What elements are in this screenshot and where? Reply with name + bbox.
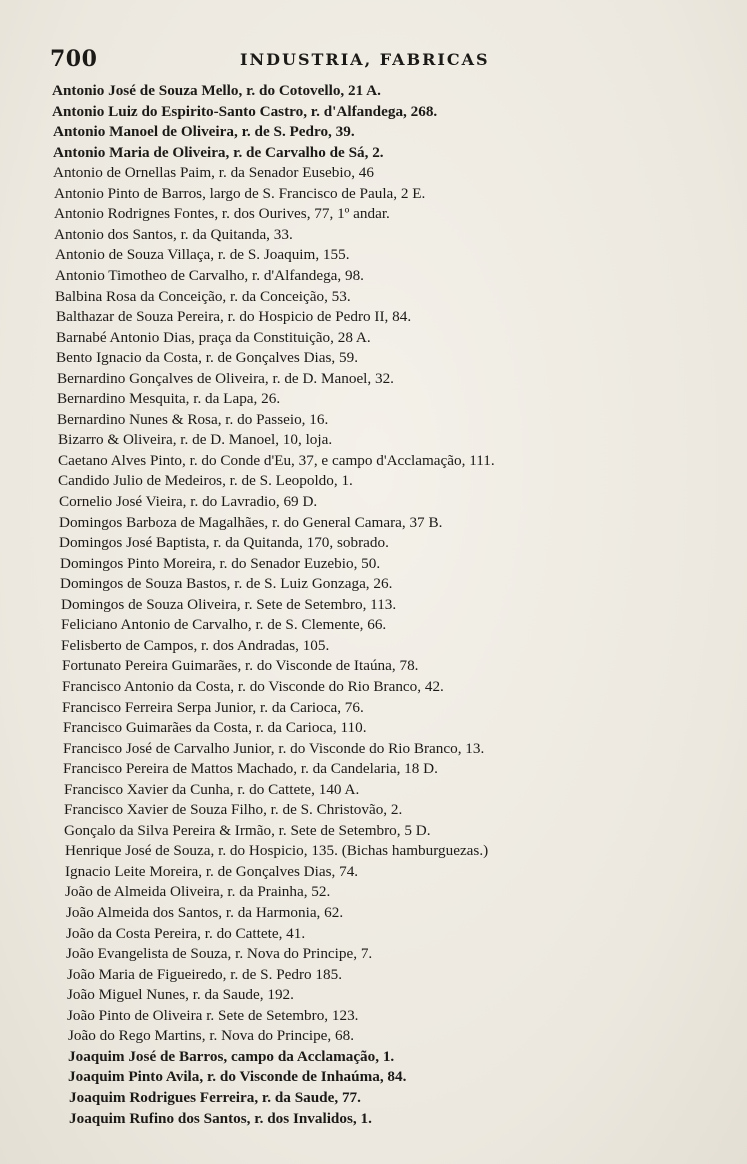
- directory-entry: Francisco Ferreira Serpa Junior, r. da Carioca, 76.: [62, 699, 364, 716]
- directory-entry: Balthazar de Souza Pereira, r. do Hospicio de Pedro II, 84.: [56, 308, 412, 325]
- directory-entry: Joaquim José de Barros, campo da Acclamação, 1.: [68, 1048, 395, 1065]
- directory-entry: Francisco Guimarães da Costa, r. da Carioca, 110.: [63, 719, 367, 736]
- directory-entry: João Miguel Nunes, r. da Saude, 192.: [67, 986, 294, 1003]
- running-title: INDUSTRIA, FABRICAS: [240, 50, 490, 69]
- directory-entry: Antonio Manoel de Oliveira, r. de S. Pedro, 39.: [53, 123, 355, 140]
- directory-entry: Bizarro & Oliveira, r. de D. Manoel, 10, loja.: [58, 431, 333, 448]
- directory-entry: Domingos Barboza de Magalhães, r. do General Camara, 37 B.: [59, 514, 443, 531]
- directory-entry: Antonio Luiz do Espirito-Santo Castro, r. d'Alfandega, 268.: [52, 103, 438, 120]
- directory-entry: Francisco José de Carvalho Junior, r. do Visconde do Rio Branco, 13.: [63, 740, 485, 757]
- directory-entry: Antonio Timotheo de Carvalho, r. d'Alfandega, 98.: [55, 267, 364, 284]
- directory-entry: Caetano Alves Pinto, r. do Conde d'Eu, 37, e campo d'Acclamação, 111.: [58, 452, 495, 469]
- directory-entry: Antonio dos Santos, r. da Quitanda, 33.: [54, 226, 293, 243]
- directory-entry: Bernardino Mesquita, r. da Lapa, 26.: [57, 390, 281, 407]
- directory-entry: Antonio José de Souza Mello, r. do Cotovello, 21 A.: [52, 82, 381, 99]
- directory-entry: Joaquim Rodrigues Ferreira, r. da Saude, 77.: [69, 1089, 361, 1106]
- directory-entry: Antonio Maria de Oliveira, r. de Carvalho de Sá, 2.: [53, 144, 384, 161]
- directory-entry: Francisco Xavier da Cunha, r. do Cattete, 140 A.: [64, 781, 360, 798]
- directory-entry: Bernardino Gonçalves de Oliveira, r. de D. Manoel, 32.: [57, 370, 394, 387]
- directory-entry: Francisco Xavier de Souza Filho, r. de S. Christovão, 2.: [64, 801, 403, 818]
- page-number: 700: [50, 46, 98, 72]
- page-header: [40, 46, 680, 76]
- directory-entry: Domingos de Souza Bastos, r. de S. Luiz Gonzaga, 26.: [60, 575, 393, 592]
- directory-entry: Joaquim Pinto Avila, r. do Visconde de Inhaúma, 84.: [68, 1068, 407, 1085]
- directory-entry: Candido Julio de Medeiros, r. de S. Leopoldo, 1.: [58, 472, 353, 489]
- directory-entry: Antonio Pinto de Barros, largo de S. Francisco de Paula, 2 E.: [54, 185, 426, 202]
- directory-entry: Henrique José de Souza, r. do Hospicio, 135. (Bichas hamburguezas.): [65, 842, 489, 859]
- directory-entry: Joaquim Rufino dos Santos, r. dos Invalidos, 1.: [69, 1110, 372, 1127]
- directory-entry: Francisco Pereira de Mattos Machado, r. da Candelaria, 18 D.: [63, 760, 438, 777]
- directory-entry: João da Costa Pereira, r. do Cattete, 41.: [66, 925, 306, 942]
- directory-entry: Antonio Rodrignes Fontes, r. dos Ourives, 77, 1º andar.: [54, 205, 390, 222]
- directory-entry: João Pinto de Oliveira r. Sete de Setembro, 123.: [67, 1007, 359, 1024]
- directory-entry: Fortunato Pereira Guimarães, r. do Visconde de Itaúna, 78.: [62, 657, 419, 674]
- directory-entry: Bernardino Nunes & Rosa, r. do Passeio, 16.: [57, 411, 329, 428]
- directory-entry: João de Almeida Oliveira, r. da Prainha, 52.: [65, 883, 331, 900]
- directory-entry: Balbina Rosa da Conceição, r. da Conceição, 53.: [55, 288, 351, 305]
- directory-entry: João do Rego Martins, r. Nova do Principe, 68.: [68, 1027, 354, 1044]
- directory-entry: Antonio de Ornellas Paim, r. da Senador Eusebio, 46: [53, 164, 374, 181]
- directory-entry: Bento Ignacio da Costa, r. de Gonçalves Dias, 59.: [56, 349, 358, 366]
- directory-entry: Ignacio Leite Moreira, r. de Gonçalves Dias, 74.: [65, 863, 359, 880]
- directory-entry: Feliciano Antonio de Carvalho, r. de S. Clemente, 66.: [61, 616, 387, 633]
- directory-entry: Domingos José Baptista, r. da Quitanda, 170, sobrado.: [59, 534, 389, 551]
- directory-entry: Domingos Pinto Moreira, r. do Senador Euzebio, 50.: [60, 555, 381, 572]
- directory-entry: Barnabé Antonio Dias, praça da Constituição, 28 A.: [56, 329, 371, 346]
- directory-entry: João Maria de Figueiredo, r. de S. Pedro 185.: [67, 966, 343, 983]
- directory-entry: Gonçalo da Silva Pereira & Irmão, r. Sete de Setembro, 5 D.: [64, 822, 431, 839]
- directory-entry: João Evangelista de Souza, r. Nova do Principe, 7.: [66, 945, 373, 962]
- directory-entry: João Almeida dos Santos, r. da Harmonia, 62.: [66, 904, 344, 921]
- directory-entry: Antonio de Souza Villaça, r. de S. Joaquim, 155.: [55, 246, 350, 263]
- directory-entry: Domingos de Souza Oliveira, r. Sete de Setembro, 113.: [61, 596, 397, 613]
- directory-entry: Felisberto de Campos, r. dos Andradas, 105.: [61, 637, 330, 654]
- directory-entry: Francisco Antonio da Costa, r. do Visconde do Rio Branco, 42.: [62, 678, 444, 695]
- directory-entry: Cornelio José Vieira, r. do Lavradio, 69 D.: [59, 493, 318, 510]
